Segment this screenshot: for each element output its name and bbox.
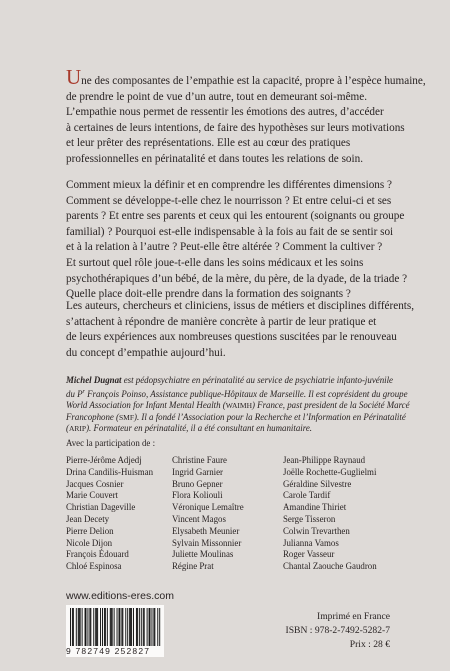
contributors-column-2: [172, 455, 244, 573]
authors-line: Les auteurs, chercheurs et cliniciens, issus de métiers et disciplines différents,: [66, 300, 415, 312]
authors-line: de leurs expériences aux nombreuses questions suscitées par le renouveau: [66, 331, 397, 344]
publisher-website: www.editions-eres.com: [66, 590, 174, 602]
contributor-name: Bruno Gepner: [172, 478, 223, 489]
questions-line: Comment se développe-t-elle chez le nourrisson ? Et entre celui-ci et ses: [66, 194, 392, 207]
intro-line: Une des composantes de l’empathie est la capacité, propre à l’espèce humaine,: [66, 65, 426, 89]
contributor-name: Marie Couvert: [66, 490, 119, 501]
contributor-name: Roger Vasseur: [283, 549, 335, 560]
contributor-name: Pierre-Jérôme Adjedj: [66, 455, 142, 465]
intro-line: de prendre le point de vue d’un autre, tout en demeurant soi-même.: [66, 90, 368, 103]
author-name: Michel Dugnat: [66, 375, 122, 385]
participation-label: Avec la participation de :: [66, 438, 156, 448]
contributor-name: Véronique Lemaître: [172, 502, 244, 513]
contributor-name: Géraldine Silvestre: [283, 478, 352, 489]
questions-line: et à la relation à l’autre ? Peut-elle être altérée ? Comment la cultiver ?: [66, 241, 383, 254]
author-bio: Michel Dugnat est pédopsychiatre en périnatalité au service de psychiatrie infanto-juvénile du $P^r$ François Poinso, Assistance publique-Hôpitaux de Marseille. Il est coprésident du groupe World Association for Infant Mental Health (WAIMH) France, past president de la Société Marcé Francophone (SMF). Il a fondé l’Association pour la Recherche et l’Information en Périnatalité (ARIP). Formateur en périnatalité, il a été consultant en humanitaire.: [66, 375, 410, 434]
contributor-name: Christine Faure: [172, 455, 227, 465]
intro-line: L’empathie nous permet de ressentir les émotions des autres, d’accéder: [66, 106, 384, 119]
contributor-name: Juliette Moulinas: [172, 549, 234, 560]
barcode-digits: 9 782749 252827: [66, 646, 151, 656]
contributor-name: Julianna Vamos: [283, 537, 339, 548]
intro-paragraph: [66, 65, 426, 168]
questions-line: familial) ? Pourquoi est-elle indispensable à la fois au fait de se sentir soi: [66, 225, 394, 238]
intro-line: professionnelles en périnatalité et dans toutes les relations de soin.: [66, 152, 364, 165]
authors-line: s’attachent à répondre de manière concrète à partir de leur pratique et: [66, 315, 377, 328]
contributor-name: Régine Prat: [172, 561, 214, 572]
contributor-name: Jacques Cosnier: [66, 478, 124, 489]
contributor-name: Vincent Magos: [172, 513, 226, 524]
contributors-column-3: [283, 455, 377, 573]
isbn: ISBN : 978-2-7492-5282-7: [285, 625, 390, 636]
contributor-name: Carole Tardif: [283, 490, 331, 501]
contributor-name: Jean-Philippe Raynaud: [283, 455, 366, 465]
contributor-name: Elysabeth Meunier: [172, 525, 240, 536]
intro-line: et leur prêter des représentations. Elle est au cœur des pratiques: [66, 137, 351, 150]
questions-paragraph: [66, 178, 408, 303]
questions-line: Et surtout quel rôle joue-t-elle dans les soins médicaux et les soins: [66, 256, 364, 269]
contributor-name: Amandine Thiriet: [283, 502, 347, 513]
questions-line: psychothérapiques d’un bébé, de la mère, du père, de la dyade, de la triade ?: [66, 272, 408, 285]
contributor-name: Joëlle Rochette-Guglielmi: [283, 466, 377, 477]
authors-line: du concept d’empathie aujourd’hui.: [66, 346, 226, 359]
authors-paragraph: [66, 299, 415, 361]
contributor-name: Nicole Dijon: [66, 537, 113, 548]
barcode-bars: [70, 608, 168, 648]
questions-line: parents ? Et entre ses parents et ceux qui les entourent (soignants ou groupe: [66, 210, 405, 223]
contributor-name: Colwin Trevarthen: [283, 525, 350, 536]
contributor-name: Ingrid Garnier: [172, 466, 224, 477]
drop-cap: U: [66, 65, 82, 89]
contributor-name: Christian Dageville: [66, 502, 136, 513]
contributor-name: Chantal Zaouche Gaudron: [283, 561, 377, 572]
contributor-name: Pierre Delion: [66, 525, 114, 536]
contributor-name: Flora Koliouli: [172, 490, 223, 501]
questions-line: Quelle place doit-elle prendre dans la formation des soignants ?: [66, 288, 351, 301]
contributors-column-1: [66, 455, 153, 573]
contributor-name: François Édouard: [66, 549, 129, 560]
intro-line: à certaines de leurs intentions, de faire des hypothèses sur leurs motivations: [66, 121, 405, 134]
price: Prix : 28 €: [349, 639, 390, 650]
contributor-name: Serge Tisseron: [283, 513, 336, 524]
contributor-name: Drina Candilis-Huisman: [66, 466, 154, 477]
contributor-name: Jean Decety: [66, 513, 110, 524]
questions-line: Comment mieux la définir et en comprendre les différentes dimensions ?: [66, 179, 392, 191]
contributor-name: Sylvain Missonnier: [172, 537, 242, 548]
contributor-name: Chloé Espinosa: [66, 561, 122, 572]
printed-in: Imprimé en France: [317, 611, 390, 622]
